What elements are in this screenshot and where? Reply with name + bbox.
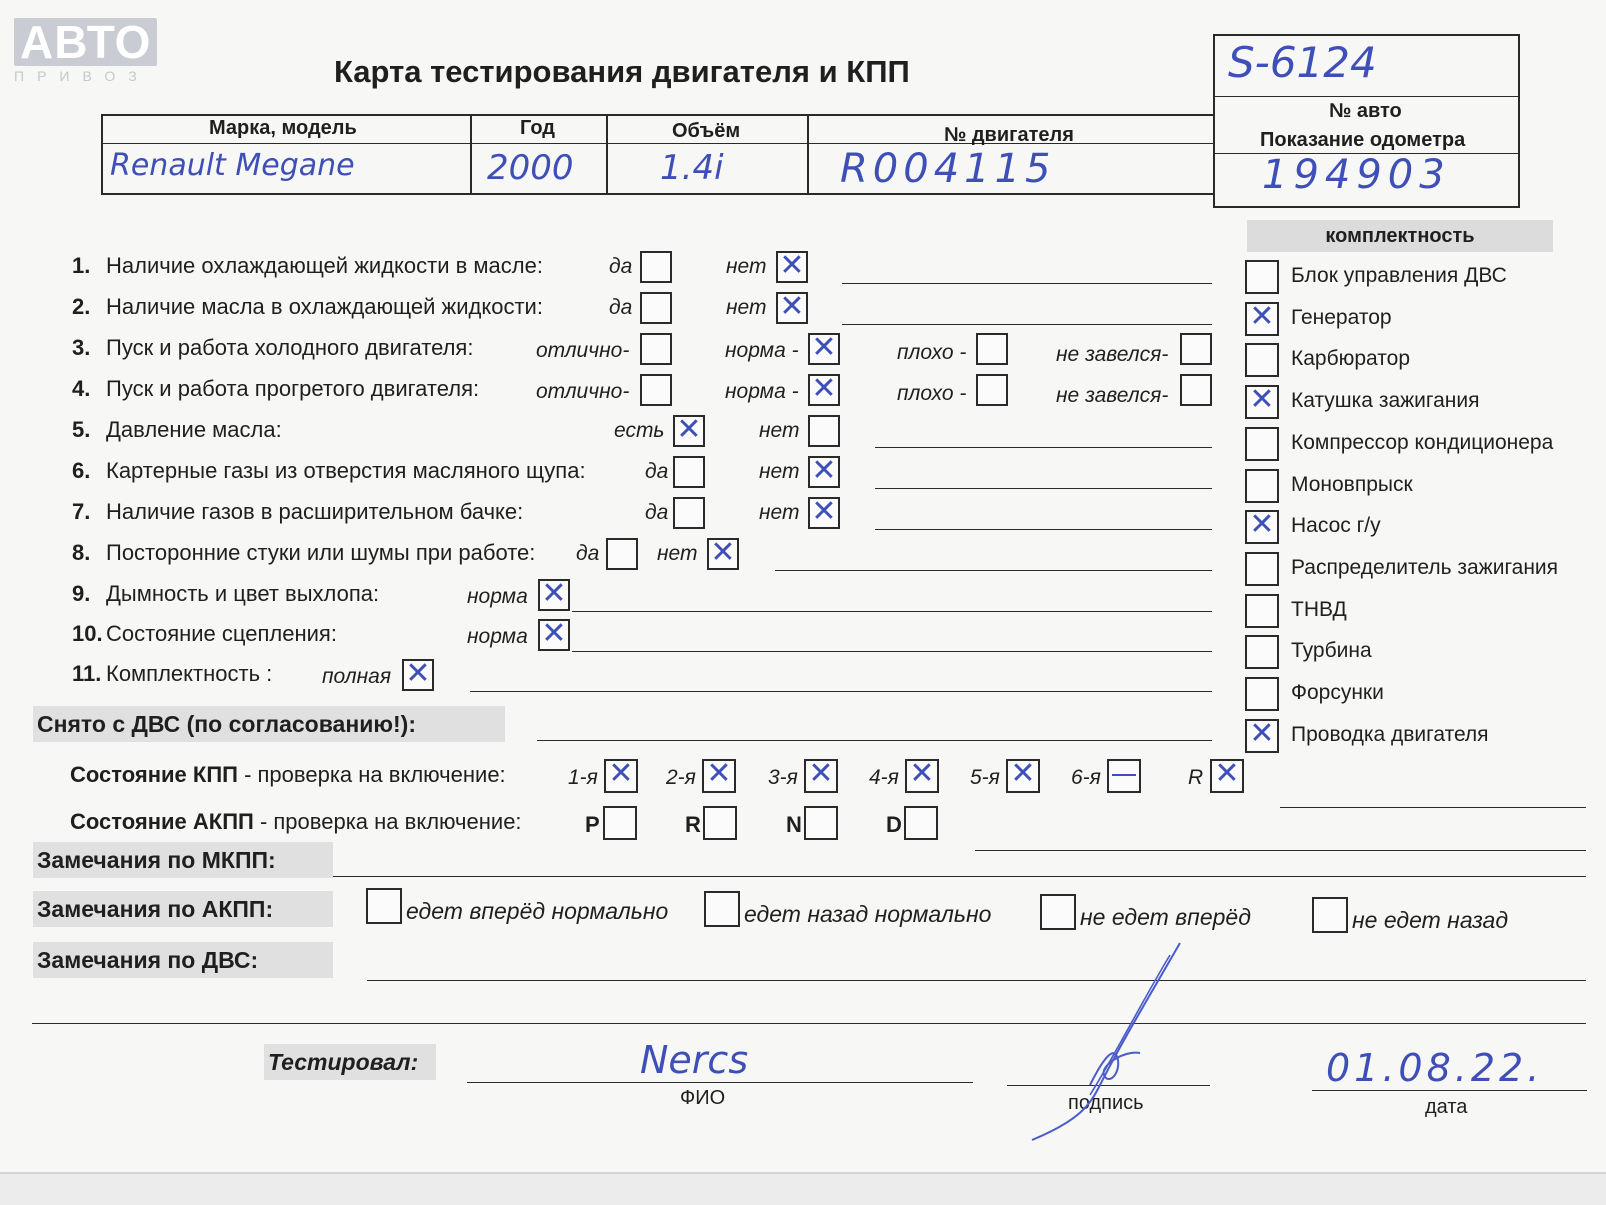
gear-label: 3-я [768,766,798,789]
question-number: 7. [72,499,91,524]
option-norma-checkbox[interactable] [538,576,570,611]
completeness-checkbox-3[interactable] [1245,343,1279,377]
option-otlichno-checkbox[interactable] [640,333,672,365]
question-text: Пуск и работа холодного двигателя: [106,335,474,360]
completeness-checkbox-11[interactable] [1245,677,1279,711]
question-number: 10. [72,621,103,646]
option-est-checkbox[interactable] [673,412,705,447]
question-text: Наличие охлаждающей жидкости в масле: [106,253,543,278]
question-number: 8. [72,540,91,565]
option-net-label: нет [759,419,800,442]
logo-mark: АВТО [14,18,157,66]
question-text: Пуск и работа прогретого двигателя: [106,376,480,401]
completeness-item-label: Распределитель зажигания [1291,555,1559,579]
completeness-item-label: Компрессор кондиционера [1291,430,1554,454]
question-2 [72,294,543,320]
question-7 [72,499,523,525]
completeness-item-label: Блок управления ДВС [1291,264,1507,287]
answer-line [572,611,1212,612]
option-ne-zavelsya-label: не завелся- [1056,343,1169,366]
answer-line [842,324,1212,325]
completeness-checkbox-4[interactable] [1245,382,1279,419]
option-da-label: да [609,255,633,278]
gear-checkbox[interactable] [1210,756,1244,793]
completeness-item-label: Катушка зажигания [1291,389,1480,413]
question-text: Посторонние стуки или шумы при работе: [106,540,536,565]
question-number: 3. [72,335,91,360]
option-otlichno-label: отлично- [536,380,630,403]
tester-name-value: Nercs [640,1038,749,1082]
option-net-label: нет [759,501,800,524]
akpp-remark-label: не едет вперёд [1080,904,1251,930]
option-norma-checkbox[interactable] [808,371,840,406]
gear-checkbox[interactable] [804,756,838,793]
option-norma-label: норма [467,585,528,608]
completeness-checkbox-10[interactable] [1245,635,1279,669]
option-da-label: да [609,296,633,319]
gear-checkbox[interactable] [905,756,939,793]
option-norma-label: норма - [725,380,799,403]
check-mark-icon: ✕ [676,412,702,447]
check-mark-icon: ✕ [541,576,567,611]
gear-label: R [1188,766,1204,789]
option-da-checkbox[interactable] [640,251,672,283]
check-mark-icon: ✕ [909,756,935,791]
question-number: 4. [72,376,91,401]
question-9 [72,581,379,607]
dash-mark-icon [1112,774,1136,776]
removed-label: Снято с ДВС (по согласованию!): [33,706,505,742]
completeness-item-label: Генератор [1291,305,1392,329]
completeness-item-label: Турбина [1291,639,1372,663]
option-net-checkbox[interactable] [776,289,808,324]
question-number: 1. [72,253,91,278]
option-ne-zavelsya-checkbox[interactable] [1180,374,1212,406]
akpp-remark-checkbox[interactable] [366,888,402,924]
question-text: Наличие газов в расширительном бачке: [106,499,524,524]
akpp-remark-checkbox[interactable] [1040,894,1076,930]
answer-line [572,651,1212,652]
auto-number-label: № авто [1329,100,1402,122]
question-text: Давление масла: [106,417,282,442]
signature-label: подпись [1068,1092,1144,1114]
question-number: 2. [72,294,91,319]
date-value: 01.08.22. [1326,1046,1544,1090]
check-mark-icon: ✕ [1249,298,1275,334]
option-ploho-checkbox[interactable] [976,333,1008,365]
akpp-remarks-label: Замечания по АКПП: [33,891,333,927]
akpp-position-label: P [585,812,600,837]
question-6 [72,458,586,484]
question-text: Дымность и цвет выхлопа: [106,581,380,606]
completeness-item-label: Моновпрыск [1291,472,1413,496]
option-est-label: есть [614,419,665,442]
gear-label: 5-я [970,766,1000,789]
volume-label: Объём [672,120,741,142]
option-otlichno-checkbox[interactable] [640,374,672,406]
logo-subtitle: ПРИВОЗ [14,68,150,84]
check-mark-icon: ✕ [811,494,837,529]
option-net-checkbox[interactable] [707,535,739,570]
akpp-position-label: D [886,812,902,837]
completeness-item-label: Форсунки [1291,681,1384,704]
akpp-position-checkbox[interactable] [804,806,838,840]
completeness-checkbox-1[interactable] [1245,260,1279,294]
akpp-position-checkbox[interactable] [703,806,737,840]
completeness-checkbox-9[interactable] [1245,594,1279,628]
option-net-checkbox[interactable] [808,415,840,447]
check-mark-icon: ✕ [808,756,834,791]
dvs-remarks-label: Замечания по ДВС: [33,942,333,978]
check-mark-icon: ✕ [1249,715,1275,751]
option-net-label: нет [657,542,698,565]
option-net-label: нет [726,255,767,278]
question-text: Комплектность : [106,661,273,686]
akpp-position-label: N [786,812,802,837]
option-ploho-checkbox[interactable] [976,374,1008,406]
engine-number-label: № двигателя [944,124,1074,146]
completeness-checkbox-5[interactable] [1245,427,1279,461]
avto-privoz-logo [14,18,157,84]
check-mark-icon: ✕ [541,616,567,651]
question-number: 11. [72,661,102,686]
year-label: Год [520,117,555,139]
option-ne-zavelsya-checkbox[interactable] [1180,333,1212,365]
option-polnaya-checkbox[interactable] [402,656,434,691]
akpp-position-checkbox[interactable] [904,806,938,840]
question-text: Наличие масла в охлаждающей жидкости: [106,294,543,319]
answer-line [875,447,1212,448]
make-model-label: Марка, модель [209,117,357,139]
check-mark-icon: ✕ [811,453,837,488]
kpp-label: Состояние КПП - проверка на включение: [70,762,506,787]
gear-checkbox[interactable] [702,756,736,793]
completeness-item-label: ТНВД [1291,597,1347,621]
akpp-position-label: R [685,812,701,837]
check-mark-icon: ✕ [811,330,837,365]
completeness-item-label: Проводка двигателя [1291,722,1489,746]
year-value: 2000 [487,148,574,188]
check-mark-icon: ✕ [706,756,732,791]
answer-line [875,488,1212,489]
gear-checkbox[interactable] [604,756,638,793]
akpp-remark-checkbox[interactable] [1312,897,1348,933]
question-10 [72,621,337,647]
engine-number-value: R004115 [840,146,1056,192]
akpp-remark-label: едет вперёд нормально [406,898,669,924]
tested-by-label: Тестировал: [264,1044,436,1080]
question-number: 6. [72,458,91,483]
gear-label: 4-я [869,766,899,789]
option-ploho-label: плохо - [897,341,967,364]
make-model-value: Renault Megane [110,148,355,183]
question-text: Состояние сцепления: [106,621,337,646]
completeness-item-label: Карбюратор [1291,347,1411,371]
check-mark-icon: ✕ [811,371,837,406]
option-da-checkbox[interactable] [673,497,705,529]
check-mark-icon: ✕ [779,248,805,283]
option-net-label: нет [759,460,800,483]
question-number: 5. [72,417,91,442]
completeness-checkbox-7[interactable] [1245,507,1279,544]
check-mark-icon: ✕ [1010,756,1036,791]
completeness-checkbox-6[interactable] [1245,469,1279,503]
completeness-checkbox-2[interactable] [1245,298,1279,336]
question-text: Картерные газы из отверстия масляного щупа: [106,458,586,483]
question-11 [72,661,272,687]
check-mark-icon: ✕ [1249,382,1275,418]
completeness-title: комплектность [1247,220,1553,252]
question-number: 9. [72,581,91,606]
question-3 [72,335,473,361]
odometer-label: Показание одометра [1260,129,1466,151]
mkpp-remarks-label: Замечания по МКПП: [33,842,333,878]
completeness-item-label: Насос г/у [1291,514,1381,538]
option-net-label: нет [726,296,767,319]
option-da-label: да [645,501,669,524]
option-net-checkbox[interactable] [808,494,840,529]
akpp-remark-label: не едет назад [1352,907,1509,933]
volume-value: 1.4i [660,148,724,188]
option-ne-zavelsya-label: не завелся- [1056,384,1169,407]
akpp-remark-label: едет назад нормально [744,901,992,927]
option-otlichno-label: отлично- [536,339,630,362]
option-da-checkbox[interactable] [606,538,638,570]
check-mark-icon: ✕ [1214,756,1240,791]
option-da-label: да [645,460,669,483]
handwritten-signature [1020,935,1200,1145]
option-ploho-label: плохо - [897,382,967,405]
page-title: Карта тестирования двигателя и КПП [334,54,910,89]
gear-label: 6-я [1071,766,1101,789]
check-mark-icon: ✕ [1249,507,1275,543]
question-1 [72,253,543,279]
gear-checkbox[interactable] [1107,759,1141,793]
answer-line [470,691,1212,692]
completeness-checkbox-12[interactable] [1245,715,1279,753]
option-da-checkbox[interactable] [673,456,705,488]
option-da-label: да [576,542,600,565]
option-norma-checkbox[interactable] [808,330,840,365]
option-net-checkbox[interactable] [808,453,840,488]
check-mark-icon: ✕ [710,535,736,570]
gear-label: 2-я [666,766,696,789]
question-4 [72,376,479,402]
auto-number-value: S-6124 [1228,38,1377,87]
question-8 [72,540,535,566]
gear-label: 1-я [568,766,598,789]
option-norma-checkbox[interactable] [538,616,570,651]
odometer-value: 194903 [1262,152,1451,198]
option-da-checkbox[interactable] [640,292,672,324]
check-mark-icon: ✕ [779,289,805,324]
option-polnaya-label: полная [322,665,392,688]
option-norma-label: норма [467,625,528,648]
answer-line [842,283,1212,284]
option-norma-label: норма - [725,339,799,362]
akpp-position-checkbox[interactable] [603,806,637,840]
answer-line [875,529,1212,530]
check-mark-icon: ✕ [608,756,634,791]
akpp-label: Состояние АКПП - проверка на включение: [70,809,522,834]
date-label: дата [1425,1096,1468,1118]
gear-checkbox[interactable] [1006,756,1040,793]
option-net-checkbox[interactable] [776,248,808,283]
akpp-remark-checkbox[interactable] [704,891,740,927]
question-5 [72,417,282,443]
fio-label: ФИО [680,1087,726,1109]
completeness-checkbox-8[interactable] [1245,552,1279,586]
answer-line [775,570,1212,571]
check-mark-icon: ✕ [405,656,431,691]
